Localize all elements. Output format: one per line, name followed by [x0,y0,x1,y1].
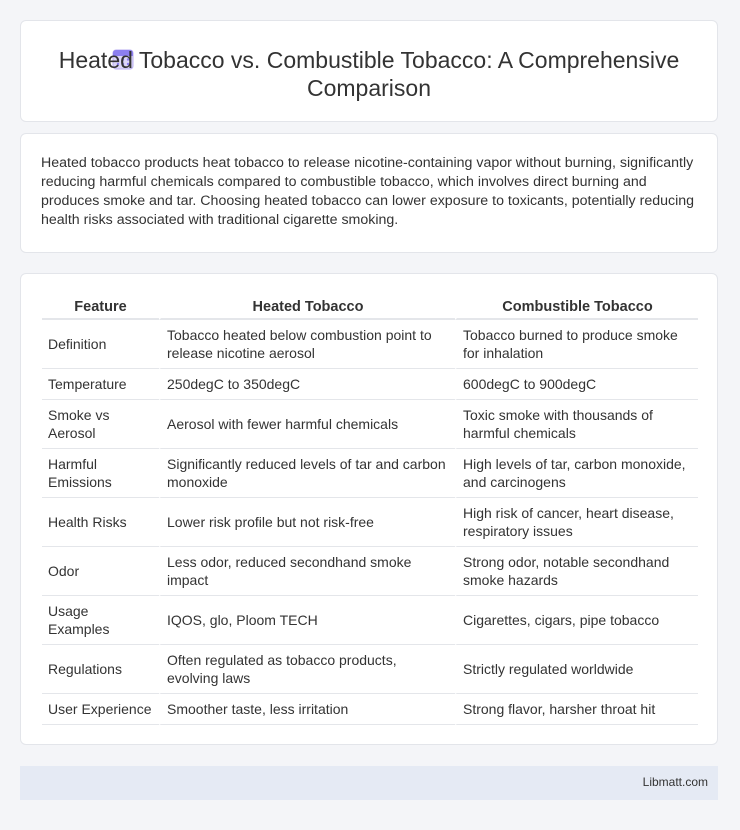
feature-cell: Regulations [42,645,159,694]
table-row [42,498,698,547]
table-row [42,596,698,645]
table-row [42,400,698,449]
footer-source: Libmatt.com [642,775,708,789]
feature-cell: Smoke vs Aerosol [42,400,159,449]
combustible-cell: 600degC to 900degC [455,369,698,400]
heated-cell: Tobacco heated below combustion point to release nicotine aerosol [159,320,455,369]
combustible-cell: Strong flavor, harsher throat hit [455,694,698,725]
header-card [20,20,718,122]
table-header-row [42,296,698,320]
comparison-table-card [20,273,718,745]
column-header-feature: Feature [42,296,159,320]
heated-cell: Significantly reduced levels of tar and carbon monoxide [159,449,455,498]
feature-cell: Temperature [42,369,159,400]
heated-cell: Smoother taste, less irritation [159,694,455,725]
feature-cell: Odor [42,547,159,596]
heated-cell: Aerosol with fewer harmful chemicals [159,400,455,449]
table-row [42,547,698,596]
table-row [42,449,698,498]
feature-cell: User Experience [42,694,159,725]
feature-cell: Health Risks [42,498,159,547]
heated-cell: IQOS, glo, Ploom TECH [159,596,455,645]
combustible-cell: Strictly regulated worldwide [455,645,698,694]
combustible-cell: Cigarettes, cigars, pipe tobacco [455,596,698,645]
page-title: Heated Tobacco vs. Combustible Tobacco: A Comprehensive Comparison [58,47,680,101]
feature-cell: Definition [42,320,159,369]
heated-cell: Less odor, reduced secondhand smoke impact [159,547,455,596]
combustible-cell: Tobacco burned to produce smoke for inhalation [455,320,698,369]
combustible-cell: High risk of cancer, heart disease, respiratory issues [455,498,698,547]
intro-paragraph: Heated tobacco products heat tobacco to release nicotine-containing vapor without burning, significantly reducing harmful chemicals compared to combustible tobacco, which involves direct burning and produces smoke and tar. Choosing heated tobacco can lower exposure to toxicants, potentially reducing health risks associated with traditional cigarette smoking. [41,155,695,228]
heated-cell: Lower risk profile but not risk-free [159,498,455,547]
combustible-cell: Strong odor, notable secondhand smoke hazards [455,547,698,596]
combustible-cell: Toxic smoke with thousands of harmful chemicals [455,400,698,449]
table-row [42,645,698,694]
heated-cell: Often regulated as tobacco products, evolving laws [159,645,455,694]
column-header-combustible: Combustible Tobacco [455,296,698,320]
intro-card [20,133,718,253]
footer [20,766,718,800]
feature-cell: Harmful Emissions [42,449,159,498]
feature-cell: Usage Examples [42,596,159,645]
table-row [42,694,698,725]
table-row [42,369,698,400]
comparison-table [42,296,698,725]
table-row [42,320,698,369]
column-header-heated: Heated Tobacco [159,296,455,320]
heated-cell: 250degC to 350degC [159,369,455,400]
combustible-cell: High levels of tar, carbon monoxide, and carcinogens [455,449,698,498]
